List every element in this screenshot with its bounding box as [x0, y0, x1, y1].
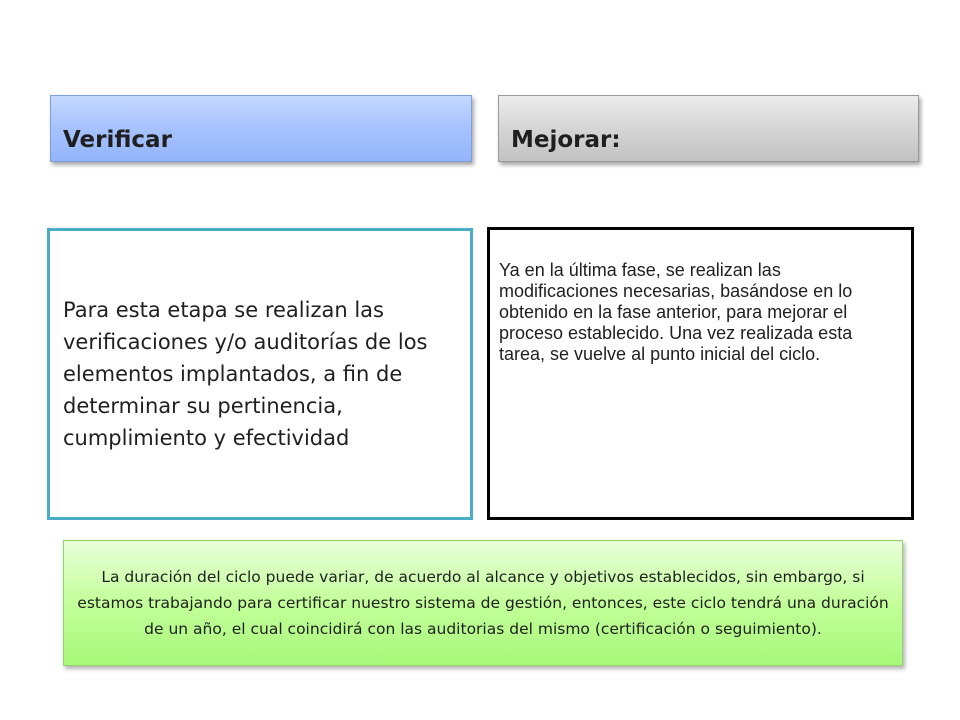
mejorar-header — [498, 95, 919, 162]
verificar-header — [50, 95, 472, 162]
mejorar-description-box — [487, 227, 914, 520]
verificar-description-box — [47, 228, 473, 520]
verificar-description: Para esta etapa se realizan las verificaciones y/o auditorías de los elementos implantados, a fin de determinar su pertinencia, cumplimiento y efectividad — [63, 298, 428, 450]
cycle-duration-text: La duración del ciclo puede variar, de acuerdo al alcance y objetivos establecidos, sin embargo, si estamos trabajando para certificar nuestro sistema de gestión, entonces, este ciclo tendrá una duración de un año, el cual coincidirá con las auditorias del mismo (certificación o seguimiento). — [77, 568, 889, 638]
cycle-duration-note — [63, 540, 903, 666]
verificar-title: Verificar — [63, 126, 172, 153]
mejorar-title: Mejorar: — [511, 126, 621, 153]
mejorar-description: Ya en la última fase, se realizan las modificaciones necesarias, basándose en lo obtenido en la fase anterior, para mejorar el proceso establecido. Una vez realizada esta tarea, se vuelve al punto inicial del ciclo. — [499, 260, 853, 364]
